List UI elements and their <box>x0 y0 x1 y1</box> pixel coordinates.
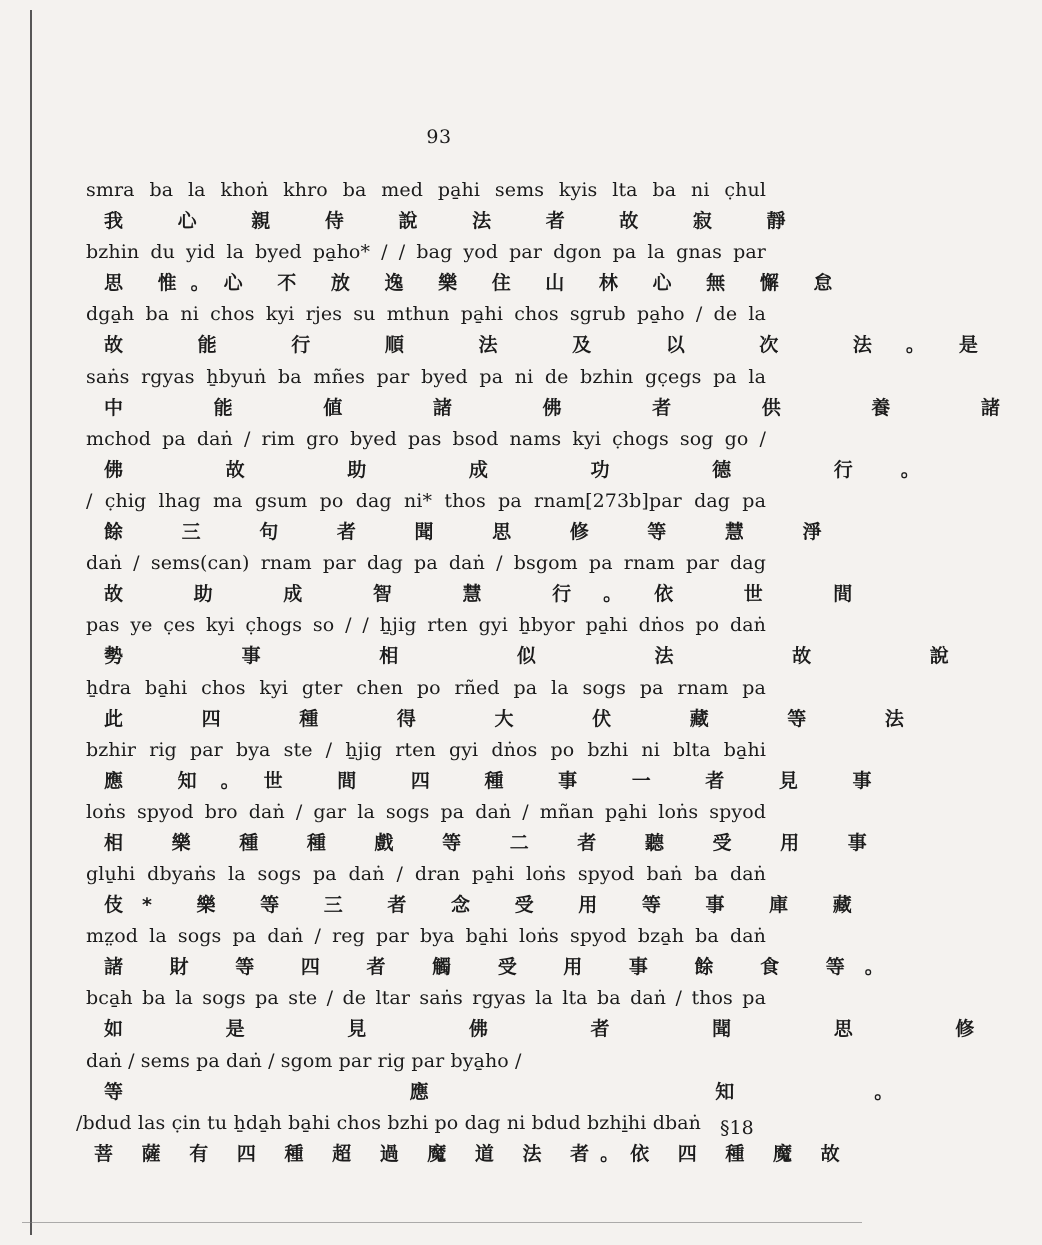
tibetan-line: mchod pa daṅ / rim gro byed pas bsod nams kyi c̣hogs sog go / <box>86 427 766 450</box>
tibetan-line: / c̣hig lhag ma gsum po dag ni* thos pa rnam[273b]par dag pa <box>86 489 766 512</box>
chinese-line: 諸 財 等 四 者 觸 受 用 事 餘 食 等。 <box>104 956 904 979</box>
text-pair <box>86 1048 1034 1110</box>
text-pair <box>86 612 1005 674</box>
chinese-line: 等 應 知。 <box>104 1080 1034 1103</box>
text-pair <box>86 488 848 550</box>
tibetan-line: ẖdra ba̱hi chos kyi gter chen po rñed pa la sogs pa rnam pa <box>86 676 766 699</box>
chinese-line: 故 能 行 順 法 及 以 次 法。是 <box>104 334 1012 357</box>
text-pair <box>86 799 888 861</box>
tibetan-line: dga̱h ba ni chos kyi rjes su mthun pa̱hi chos sgrub pa̱ho / de la <box>86 303 766 326</box>
text-pair <box>86 861 871 923</box>
tibetan-line: loṅs spyod bro daṅ / gar la sogs pa daṅ / mñan pa̱hi loṅs spyod <box>86 800 766 823</box>
chinese-line: 伎* 樂 等 三 者 念 受 用 等 事 庫 藏 <box>104 894 871 917</box>
chinese-line: 佛 故 助 成 功 德 行。 <box>104 458 968 481</box>
tibetan-line: bzhin du yid la byed pa̱ho* / / bag yod par dgon pa la gnas par <box>86 241 766 264</box>
tibetan-line: /bdud las c̣in tu ẖda̱h ba̱hi chos bzhi po dag ni bdud bzhi̱hi dbaṅ <box>76 1111 701 1134</box>
chinese-line: 應 知。世 間 四 種 事 一 者 見 事 <box>104 769 896 792</box>
text-pair <box>76 1110 851 1172</box>
tibetan-line: mz̤od la sogs pa daṅ / reg par bya ba̱hi loṅs spyod bza̱h ba daṅ <box>86 925 766 948</box>
bottom-margin-rule <box>22 1222 862 1223</box>
tibetan-line: saṅs rgyas ẖbyuṅ ba mñes par byed pa ni de bzhin gc̣egs pa la <box>86 365 766 388</box>
text-pair <box>86 364 1042 426</box>
text-pair <box>86 177 810 239</box>
chinese-line: 中 能 値 諸 佛 者 供 養 諸 <box>104 396 1042 419</box>
text-pair <box>86 923 904 985</box>
text-pair <box>86 301 1012 363</box>
tibetan-line: glu̱hi dbyaṅs la sogs pa daṅ / dran pa̱hi loṅs spyod baṅ ba daṅ <box>86 863 766 886</box>
text-pair <box>86 426 968 488</box>
chinese-line: 思 惟。心 不 放 逸 樂 住 山 林 心 無 懈 怠 <box>104 272 847 295</box>
bilingual-text-block <box>76 177 1042 1172</box>
left-margin-rule <box>30 10 32 1235</box>
chinese-line: 餘 三 句 者 聞 思 修 等 慧 淨 <box>104 520 848 543</box>
chinese-line: 此 四 種 得 大 伏 藏 等 法 <box>104 707 940 730</box>
chinese-line: 菩 薩 有 四 種 超 過 魔 道 法 者。依 四 種 魔 故 <box>94 1142 851 1165</box>
text-pair <box>86 737 896 799</box>
chinese-line: 勢 事 相 似 法 故 說 <box>104 645 1005 668</box>
page-number: 93 <box>426 126 452 148</box>
chinese-line: 如 是 見 佛 者 聞 思 修 <box>104 1018 1023 1041</box>
text-pair <box>86 985 1023 1047</box>
tibetan-line: bzhir rig par bya ste / ẖjig rten gyi dṅos po bzhi ni blta ba̱hi <box>86 738 766 761</box>
chinese-line: 相 樂 種 種 戲 等 二 者 聽 受 用 事 <box>104 831 888 854</box>
section-marker: §18 <box>720 1117 754 1139</box>
text-pair <box>86 550 885 612</box>
tibetan-line: pas ye c̣es kyi c̣hogs so / / ẖjig rten gyi ẖbyor pa̱hi dṅos po daṅ <box>86 614 766 637</box>
chinese-line: 我 心 親 侍 說 法 者 故 寂 靜 <box>104 210 810 232</box>
tibetan-line: smra ba la khoṅ khro ba med pa̱hi sems kyis lta ba ni c̣hul <box>86 179 766 201</box>
tibetan-line: daṅ / sems(can) rnam par dag pa daṅ / bsgom pa rnam par dag <box>86 552 766 575</box>
tibetan-line: bca̱h ba la sogs pa ste / de ltar saṅs rgyas la lta ba daṅ / thos pa <box>86 987 766 1010</box>
text-pair <box>86 675 940 737</box>
chinese-line: 故 助 成 智 慧 行。依 世 間 <box>104 583 885 606</box>
tibetan-line: daṅ / sems pa daṅ / sgom par rig par bya̱ho / <box>86 1049 522 1072</box>
text-pair <box>86 239 847 301</box>
